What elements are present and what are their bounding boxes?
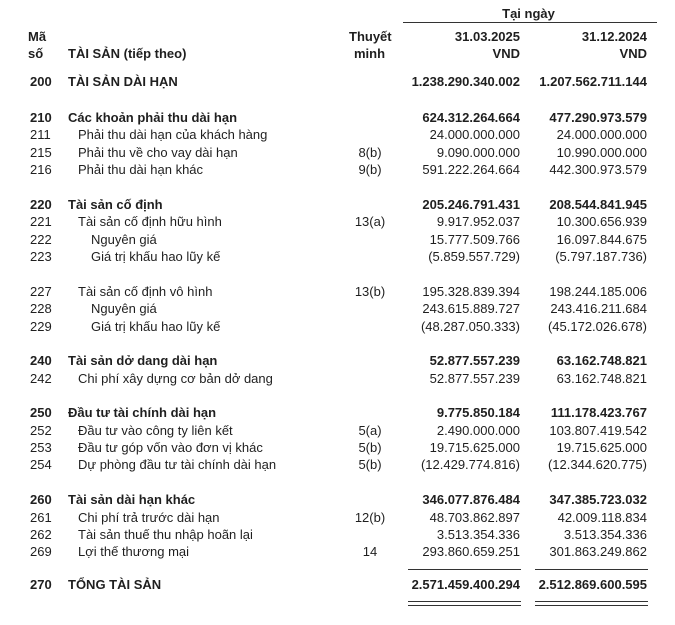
row-code: 220 [30, 197, 52, 212]
row-label: Chi phí trả trước dài hạn [78, 510, 220, 525]
row-label: Tài sản dở dang dài hạn [68, 353, 218, 368]
subtotal-rule-2025 [408, 569, 521, 570]
row-label: Lợi thế thương mại [78, 544, 190, 559]
col1-unit-header: VND [492, 46, 520, 61]
row-code: 253 [30, 440, 52, 455]
row-code: 223 [30, 249, 52, 264]
row-label: Đầu tư góp vốn vào đơn vị khác [78, 440, 263, 455]
row-value-2025: 24.000.000.000 [429, 127, 520, 142]
row-code: 240 [30, 353, 52, 368]
row-value-2024: 2.512.869.600.595 [538, 577, 647, 592]
table-row-grand-total [0, 576, 675, 593]
row-value-2025: 9.917.952.037 [436, 214, 520, 229]
row-code: 252 [30, 423, 52, 438]
row-note: 12(b) [354, 510, 386, 525]
row-code: 215 [30, 145, 52, 160]
row-label: TÀI SẢN DÀI HẠN [68, 74, 178, 89]
row-code: 229 [30, 319, 52, 334]
table-row-section [0, 491, 675, 508]
row-code: 254 [30, 457, 52, 472]
row-label: Các khoản phải thu dài hạn [68, 110, 238, 125]
row-code: 227 [30, 284, 52, 299]
row-value-2025: (48.287.050.333) [420, 319, 520, 334]
row-note: 8(b) [358, 145, 382, 160]
row-value-2024: 111.178.423.767 [550, 405, 647, 420]
table-row [0, 318, 675, 335]
row-code: 200 [30, 74, 52, 89]
row-label: Phải thu dài hạn khác [78, 162, 204, 177]
table-row-total-long-term-assets [0, 73, 675, 90]
table-row [0, 422, 675, 439]
row-value-2024: 442.300.973.579 [549, 162, 647, 177]
table-row [0, 509, 675, 526]
row-note: 5(b) [358, 457, 382, 472]
row-label: Phải thu dài hạn của khách hàng [78, 127, 268, 142]
row-value-2024: 347.385.723.032 [549, 492, 647, 507]
table-row [0, 456, 675, 473]
row-value-2024: 243.416.211.684 [550, 301, 647, 316]
row-note: 13(a) [354, 214, 386, 229]
period-group-header: Tại ngày [502, 6, 555, 21]
row-value-2025: 48.703.862.897 [429, 510, 520, 525]
row-code: 210 [30, 110, 52, 125]
table-row [0, 283, 675, 300]
row-value-2024: (45.172.026.678) [547, 319, 647, 334]
row-value-2025: 9.090.000.000 [436, 145, 520, 160]
table-row [0, 231, 675, 248]
row-value-2025: 15.777.509.766 [429, 232, 520, 247]
table-row [0, 526, 675, 543]
row-value-2025: 293.860.659.251 [422, 544, 520, 559]
table-row [0, 248, 675, 265]
row-label: Giá trị khấu hao lũy kế [91, 249, 221, 264]
row-label: Giá trị khấu hao lũy kế [91, 319, 221, 334]
row-value-2025: 195.328.839.394 [422, 284, 520, 299]
row-code: 221 [30, 214, 52, 229]
table-row [0, 213, 675, 230]
table-row [0, 370, 675, 387]
row-code: 260 [30, 492, 52, 507]
row-value-2025: 2.571.459.400.294 [411, 577, 520, 592]
table-row [0, 144, 675, 161]
row-value-2024: 208.544.841.945 [549, 197, 647, 212]
row-label: Chi phí xây dựng cơ bản dở dang [78, 371, 273, 386]
row-value-2025: 243.615.889.727 [422, 301, 520, 316]
row-label: Phải thu về cho vay dài hạn [78, 145, 238, 160]
row-note: 14 [362, 544, 378, 559]
note-column-header-line1: Thuyết [349, 29, 392, 44]
row-value-2024: 1.207.562.711.144 [539, 74, 647, 89]
row-value-2024: 3.513.354.336 [563, 527, 647, 542]
row-label: Tài sản cố định [68, 197, 163, 212]
row-value-2024: 477.290.973.579 [549, 110, 647, 125]
row-value-2025: 3.513.354.336 [436, 527, 520, 542]
row-code: 216 [30, 162, 52, 177]
row-label: Tài sản cố định vô hình [78, 284, 213, 299]
row-code: 211 [30, 127, 51, 142]
row-value-2024: 19.715.625.000 [556, 440, 647, 455]
row-value-2025: 205.246.791.431 [422, 197, 520, 212]
row-label: Đầu tư tài chính dài hạn [68, 405, 217, 420]
row-code: 242 [30, 371, 52, 386]
row-label: Nguyên giá [91, 232, 157, 247]
row-label: Tài sản cố định hữu hình [78, 214, 222, 229]
row-value-2024: 63.162.748.821 [556, 371, 647, 386]
row-value-2025: (12.429.774.816) [420, 457, 520, 472]
table-row-section [0, 196, 675, 213]
col2-date-header: 31.12.2024 [581, 29, 647, 44]
row-value-2024: 198.244.185.006 [549, 284, 647, 299]
row-note: 13(b) [354, 284, 386, 299]
table-title: TÀI SẢN (tiếp theo) [68, 46, 187, 61]
row-note: 5(a) [358, 423, 382, 438]
table-row [0, 439, 675, 456]
table-row [0, 126, 675, 143]
col1-date-header: 31.03.2025 [454, 29, 520, 44]
row-label: TỔNG TÀI SẢN [68, 577, 162, 592]
row-code: 228 [30, 301, 52, 316]
row-value-2025: 591.222.264.664 [422, 162, 520, 177]
table-row [0, 161, 675, 178]
row-note: 5(b) [358, 440, 382, 455]
row-value-2024: 24.000.000.000 [556, 127, 647, 142]
row-label: Tài sản dài hạn khác [68, 492, 196, 507]
row-value-2024: 10.990.000.000 [556, 145, 647, 160]
code-column-header-line2: số [28, 46, 44, 61]
row-value-2024: 301.863.249.862 [549, 544, 647, 559]
total-double-rule-2024 [535, 601, 648, 606]
table-row-section [0, 109, 675, 126]
row-value-2024: (5.797.187.736) [555, 249, 647, 264]
row-code: 222 [30, 232, 52, 247]
row-value-2025: 52.877.557.239 [429, 353, 520, 368]
row-value-2024: 42.009.118.834 [557, 510, 647, 525]
total-double-rule-2025 [408, 601, 521, 606]
row-label: Tài sản thuế thu nhập hoãn lại [78, 527, 253, 542]
code-column-header-line1: Mã [28, 29, 47, 44]
subtotal-rule-2024 [535, 569, 648, 570]
table-row [0, 300, 675, 317]
row-code: 269 [30, 544, 52, 559]
period-group-rule [403, 22, 657, 23]
row-value-2025: 19.715.625.000 [429, 440, 520, 455]
row-code: 270 [30, 577, 52, 592]
row-note: 9(b) [358, 162, 382, 177]
table-row-section [0, 404, 675, 421]
row-label: Dự phòng đầu tư tài chính dài hạn [78, 457, 277, 472]
row-value-2024: (12.344.620.775) [547, 457, 647, 472]
table-row-section [0, 352, 675, 369]
row-value-2025: 2.490.000.000 [436, 423, 520, 438]
row-value-2024: 16.097.844.675 [556, 232, 647, 247]
row-value-2025: 52.877.557.239 [429, 371, 520, 386]
row-value-2025: (5.859.557.729) [428, 249, 520, 264]
row-code: 250 [30, 405, 52, 420]
row-value-2024: 63.162.748.821 [556, 353, 647, 368]
row-value-2025: 624.312.264.664 [422, 110, 520, 125]
row-value-2025: 9.775.850.184 [436, 405, 520, 420]
note-column-header-line2: minh [354, 46, 386, 61]
table-row [0, 543, 675, 560]
row-value-2024: 10.300.656.939 [556, 214, 647, 229]
row-code: 261 [30, 510, 52, 525]
row-code: 262 [30, 527, 52, 542]
row-value-2024: 103.807.419.542 [549, 423, 647, 438]
col2-unit-header: VND [619, 46, 647, 61]
row-label: Nguyên giá [91, 301, 157, 316]
row-label: Đầu tư vào công ty liên kết [78, 423, 233, 438]
row-value-2025: 1.238.290.340.002 [411, 74, 520, 89]
row-value-2025: 346.077.876.484 [422, 492, 520, 507]
